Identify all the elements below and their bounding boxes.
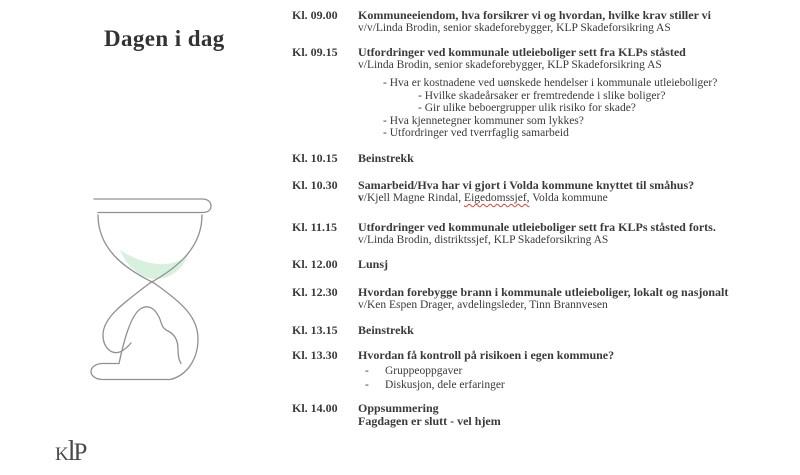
agenda-item-speaker xyxy=(358,192,796,205)
agenda-bullet-list xyxy=(358,365,796,392)
agenda-content xyxy=(358,221,796,247)
agenda-row xyxy=(292,46,796,140)
klp-logo-letter-k: K xyxy=(55,444,69,465)
bullet-text: Gruppeoppgaver xyxy=(385,365,463,377)
hourglass-icon xyxy=(88,196,216,388)
speaker-prefix-bold: v xyxy=(358,192,364,204)
agenda-row xyxy=(292,324,796,337)
agenda-content xyxy=(358,324,796,337)
bullet-item: - Gir ulike beboergrupper ulik risiko for skade? xyxy=(418,102,636,114)
klp-logo-letter-p: P xyxy=(73,439,88,466)
bullet-item: - Hva kjennetegner kommuner som lykkes? xyxy=(383,114,584,127)
bullet-item xyxy=(358,365,796,379)
bullet-item: - Hvilke skadeårsaker er fremtredende i slike boliger? xyxy=(418,89,666,102)
klp-logo xyxy=(55,438,87,466)
agenda-row xyxy=(292,221,796,247)
agenda-item-speaker: v/Linda Brodin, distriktssjef, KLP Skadeforsikring AS xyxy=(358,234,609,246)
agenda-row xyxy=(292,402,796,428)
speaker-text: Volda kommune xyxy=(529,192,608,204)
agenda-content xyxy=(358,152,796,165)
page-title: Dagen i dag xyxy=(104,26,225,51)
agenda-item-speaker: v/Linda Brodin, senior skadeforebygger, KLP Skadeforsikring AS xyxy=(358,59,662,71)
klp-logo-letter-l: l xyxy=(67,436,76,467)
agenda-content xyxy=(358,349,796,392)
agenda-content xyxy=(358,402,796,428)
agenda-item-subtitle: Fagdagen er slutt - vel hjem xyxy=(358,414,501,428)
agenda-item-title: Beinstrekk xyxy=(358,151,414,165)
agenda-item-title: Samarbeid/Hva har vi gjort i Volda kommune knyttet til småhus? xyxy=(358,178,695,192)
bullet-item xyxy=(358,379,796,393)
agenda-time: Kl. 10.30 xyxy=(292,178,338,192)
agenda-item-title: Beinstrekk xyxy=(358,323,414,337)
agenda-time: Kl. 10.15 xyxy=(292,151,338,165)
agenda-time: Kl. 12.00 xyxy=(292,257,338,271)
agenda-item-speaker: v/Ken Espen Drager, avdelingsleder, Tinn Brannvesen xyxy=(358,299,608,311)
agenda-row xyxy=(292,286,796,312)
agenda-item-title: Utfordringer ved kommunale utleieboliger sett fra KLPs ståsted xyxy=(358,45,686,59)
agenda-bullet-list xyxy=(358,77,796,140)
agenda-item-title: Kommuneeiendom, hva forsikrer vi og hvordan, hvilke krav stiller vi xyxy=(358,8,712,22)
agenda-time: Kl. 13.30 xyxy=(292,348,338,362)
agenda-row xyxy=(292,258,796,271)
agenda-content xyxy=(358,286,796,312)
agenda-row xyxy=(292,9,796,35)
agenda-item-title: Utfordringer ved kommunale utleieboliger sett fra KLPs ståsted forts. xyxy=(358,220,716,234)
agenda-time: Kl. 09.15 xyxy=(292,45,338,59)
agenda-item-title: Hvordan få kontroll på risikoen i egen kommune? xyxy=(358,348,615,362)
agenda-time: Kl. 13.15 xyxy=(292,323,338,337)
bullet-item: - Utfordringer ved tverrfaglig samarbeid xyxy=(383,127,569,139)
speaker-text: /Kjell Magne Rindal, xyxy=(363,192,465,204)
agenda-row xyxy=(292,349,796,392)
agenda-content xyxy=(358,9,796,35)
bullet-text: Diskusjon, dele erfaringer xyxy=(385,378,505,391)
agenda-row xyxy=(292,179,796,205)
agenda-time: Kl. 11.15 xyxy=(292,220,338,234)
agenda-content xyxy=(358,258,796,271)
agenda-item-speaker: v/v/Linda Brodin, senior skadeforebygger, KLP Skadeforsikring AS xyxy=(358,22,671,34)
bullet-item: - Hva er kostnadene ved uønskede hendelser i kommunale utleieboliger? xyxy=(383,77,718,89)
agenda-item-title: Lunsj xyxy=(358,257,389,271)
bullet-dash: - xyxy=(365,365,369,377)
agenda-item-title: Oppsummering xyxy=(358,401,439,415)
misspelled-word: Eigedomssjef, xyxy=(464,192,530,204)
agenda-row xyxy=(292,152,796,165)
agenda-time: Kl. 09.00 xyxy=(292,8,338,22)
agenda-item-title: Hvordan forebygge brann i kommunale utleieboliger, lokalt og nasjonalt xyxy=(358,285,729,299)
agenda-time: Kl. 12.30 xyxy=(292,285,338,299)
agenda-time: Kl. 14.00 xyxy=(292,401,338,415)
bullet-dash: - xyxy=(365,378,369,391)
agenda-content xyxy=(358,46,796,140)
agenda-content xyxy=(358,179,796,205)
